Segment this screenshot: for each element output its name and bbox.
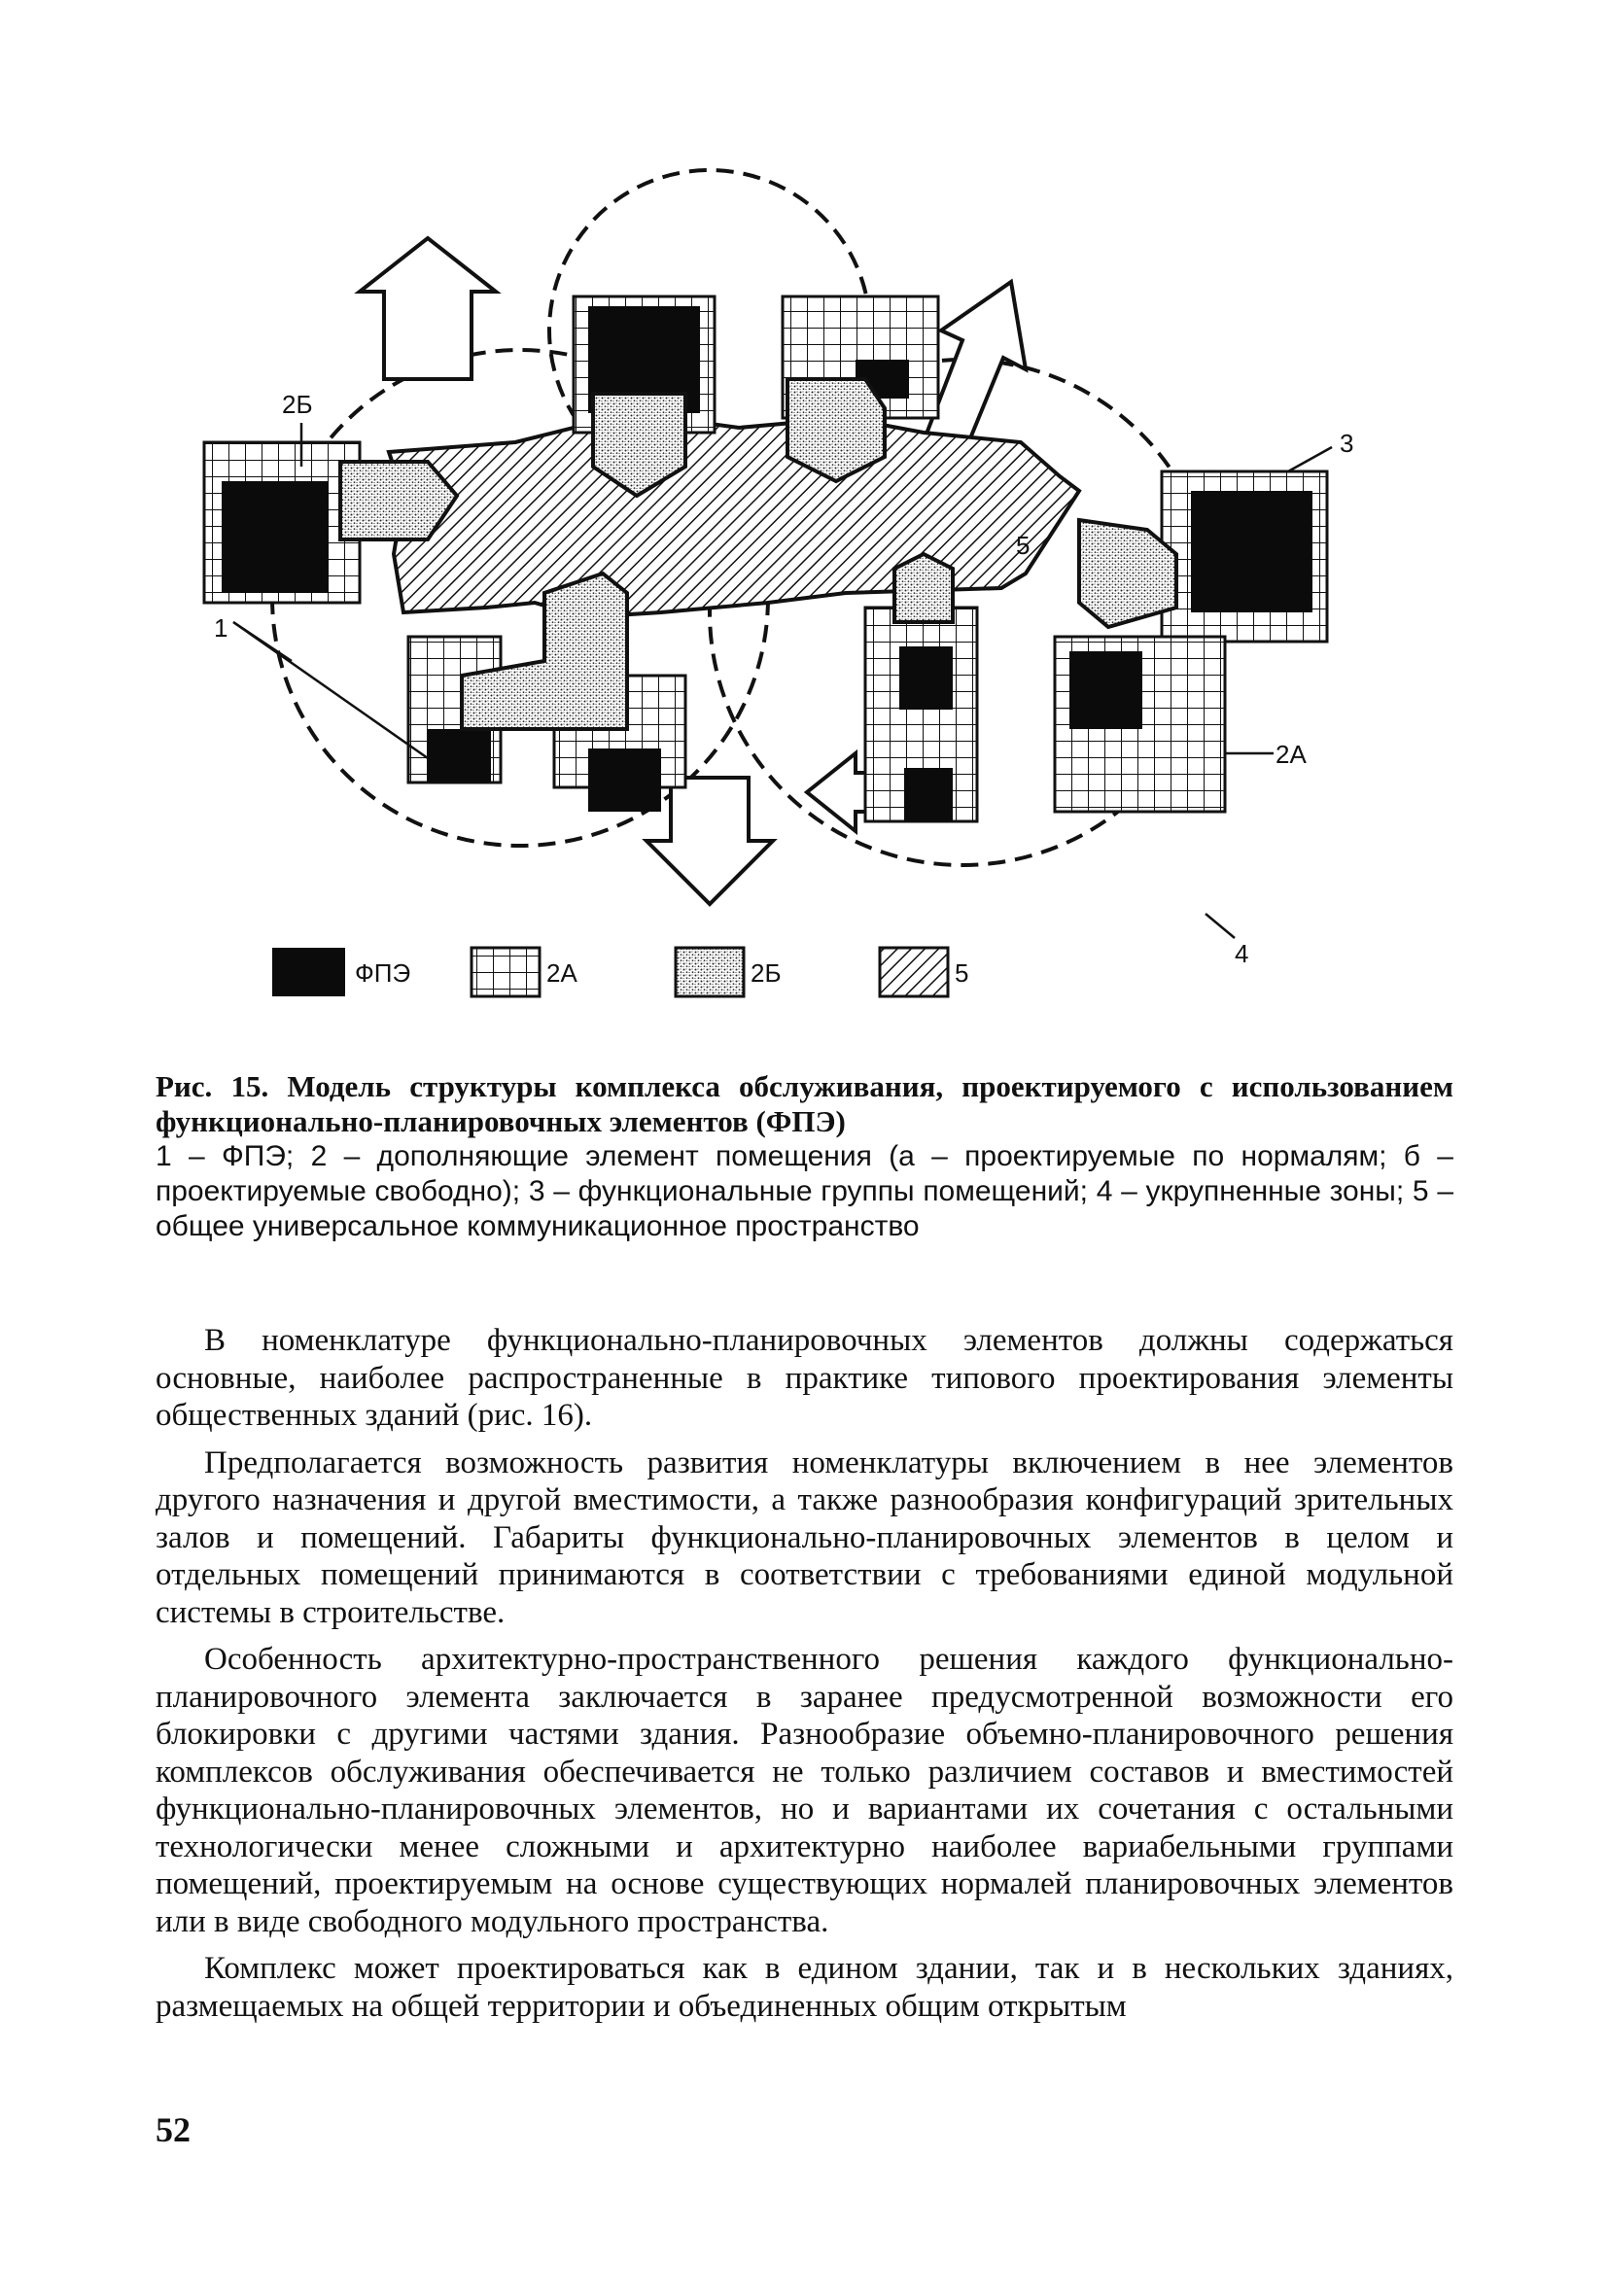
paragraph: Комплекс может проектироваться как в едином здании, так и в нескольких зданиях, размещаемых на общей территории и объединенных общим открытым (156, 1951, 1453, 2024)
leader-4 (1206, 914, 1235, 938)
leader-3 (1288, 447, 1332, 471)
label-4: 4 (1235, 939, 1249, 968)
caption-legend: 1 – ФПЭ; 2 – дополняющие элемент помещения (а – проектируемые по нормалям; б – проектируемые свободно); 3 – функциональные группы помещений; 4 – укрупненные зоны; 5 – общее универсальное коммуникационное пространство (156, 1140, 1453, 1242)
label-2b: 2Б (282, 390, 313, 419)
legend-label-fpe: ФПЭ (355, 958, 411, 988)
legend-label-2b: 2Б (751, 958, 782, 988)
diagram-legend (272, 948, 968, 996)
diagram-svg (146, 146, 1478, 1021)
legend-swatch-solid (272, 948, 345, 996)
legend-swatch-hatch (880, 948, 948, 996)
legend-swatch-dots (676, 948, 744, 996)
label-1: 1 (214, 613, 228, 643)
arrow-up-left (360, 238, 496, 379)
common-space-hatched (389, 413, 1079, 617)
legend-label-2a: 2А (546, 958, 577, 988)
label-5: 5 (1016, 531, 1031, 560)
label-2a: 2А (1276, 740, 1307, 769)
body-text (156, 1322, 1453, 2035)
figure-caption (156, 1069, 1453, 1244)
paragraph: Особенность архитектурно-пространственного решения каждого функционально-планировочного элемента заключается в заранее предусмотренной возможности его блокировки с другими частями здания. Разнообразие объемно-планировочного решения комплексов обслуживания обеспечивается не только различием составов и вместимостей функционально-планировочных элементов, но и вариантами их сочетания с остальными технологически менее сложными и архитектурно наиболее вариабельными группами помещений, проектируемым на основе существующих нормалей планировочных элементов или в виде свободного модульного пространства. (156, 1642, 1453, 1939)
legend-label-5: 5 (955, 958, 969, 988)
page-number: 52 (156, 2110, 191, 2149)
caption-title: Рис. 15. Модель структуры комплекса обслуживания, проектируемого с использованием функционально-планировочных элементов (ФПЭ) (156, 1069, 1453, 1138)
structure-diagram (146, 146, 1478, 1021)
paragraph: В номенклатуре функционально-планировочных элементов должны содержаться основные, наиболее распространенные в практике типового проектирования элементы общественных зданий (рис. 16). (156, 1323, 1453, 1433)
label-3: 3 (1340, 429, 1354, 458)
paragraph: Предполагается возможность развития номенклатуры включением в нее элементов другого назначения и другой вместимости, а также разнообразия конфигураций зрительных залов и помещений. Габариты функционально-планировочных элементов в целом и отдельных помещений принимаются в соответствии с требованиями единой модульной системы в строительстве. (156, 1444, 1453, 1630)
leader-1b (233, 622, 428, 758)
legend-swatch-grid (472, 948, 540, 996)
